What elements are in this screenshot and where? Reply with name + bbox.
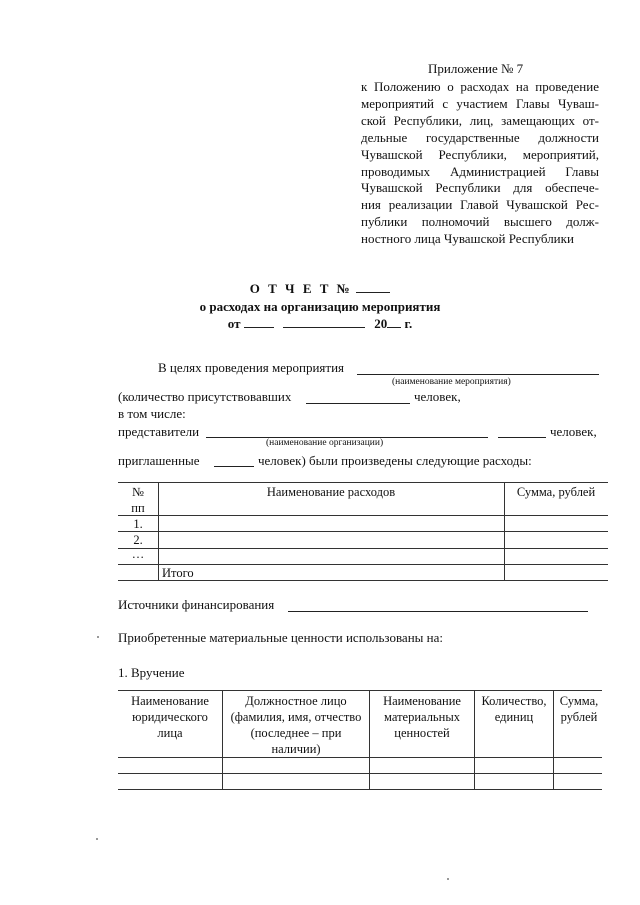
award-header-quantity: Количество, единиц xyxy=(481,694,547,724)
annex-title: Приложение № 7 xyxy=(428,61,524,76)
scan-speck xyxy=(447,878,449,880)
date-suffix: г. xyxy=(404,316,413,331)
section-award: 1. Вручение xyxy=(118,665,185,680)
funding-field[interactable] xyxy=(288,611,588,612)
invited-rest: человек) были произведены следующие расходы: xyxy=(258,453,532,468)
annex-line: к Положению о расходах на проведение xyxy=(361,79,599,94)
col-sum-header: Сумма, рублей xyxy=(516,485,596,499)
used-label: Приобретенные материальные ценности использованы на: xyxy=(118,630,443,645)
annex-line: ностного лица Чувашской Республики xyxy=(361,231,574,247)
col-num-header: № xyxy=(132,485,144,499)
funding-label: Источники финансирования xyxy=(118,597,275,612)
award-header-sum: Сумма, рублей xyxy=(559,694,599,724)
scan-speck xyxy=(96,838,98,840)
date-prefix: от xyxy=(227,316,241,331)
representatives-count-field[interactable] xyxy=(498,437,546,438)
scan-speck xyxy=(97,636,99,638)
event-line-label: В целях проведения мероприятия xyxy=(158,360,345,375)
col-name-header: Наименование расходов xyxy=(266,485,396,499)
report-title xyxy=(0,281,640,297)
organization-hint: (наименование организации) xyxy=(266,438,384,448)
award-header-entity: Наименование юридического лица xyxy=(131,694,209,740)
invited-count-field[interactable] xyxy=(214,466,254,467)
annex-line: мероприятий с участием Главы Чуваш- xyxy=(361,95,599,111)
award-header-official: Должностное лицо (фамилия, имя, отчество (последнее – при наличии) xyxy=(230,694,362,756)
annex-line: публики полномочий высшего долж- xyxy=(361,214,599,230)
col-num-header-2: пп xyxy=(131,501,145,515)
attendees-label: (количество присутствовавших xyxy=(118,389,292,404)
annex-line: Чувашской Республики, мероприятий, xyxy=(361,146,599,162)
report-title-text: О Т Ч Е Т № xyxy=(249,281,353,296)
attendees-count-field[interactable] xyxy=(306,403,410,404)
representatives-label: представители xyxy=(118,424,200,439)
event-hint: (наименование мероприятия) xyxy=(392,377,511,387)
representatives-unit: человек, xyxy=(550,424,597,439)
annex-line: проводимых Администрацией Главы xyxy=(361,163,599,179)
annex-line: Чувашской Республики для обеспече- xyxy=(361,180,599,196)
table-row-num: … xyxy=(131,547,145,561)
annex-line: дельные государственные должности xyxy=(361,129,599,145)
date-year: 20 xyxy=(374,316,388,331)
invited-label: приглашенные xyxy=(118,453,200,468)
annex-line: ния реализации Главой Чувашской Рес- xyxy=(361,197,599,213)
event-name-field[interactable] xyxy=(357,374,599,375)
award-header-items: Наименование материальных ценностей xyxy=(383,694,461,740)
attendees-unit: человек, xyxy=(414,389,461,404)
table-row-num: 2. xyxy=(133,533,143,547)
annex-description xyxy=(361,79,599,248)
report-date xyxy=(0,316,640,332)
including-label: в том числе: xyxy=(118,406,186,421)
annex-line: ской Республики, лиц, замещающих от- xyxy=(361,112,599,128)
report-subtitle: о расходах на организацию мероприятия xyxy=(199,299,441,314)
table-row-num: 1. xyxy=(133,517,143,531)
total-label: Итого xyxy=(162,566,194,580)
